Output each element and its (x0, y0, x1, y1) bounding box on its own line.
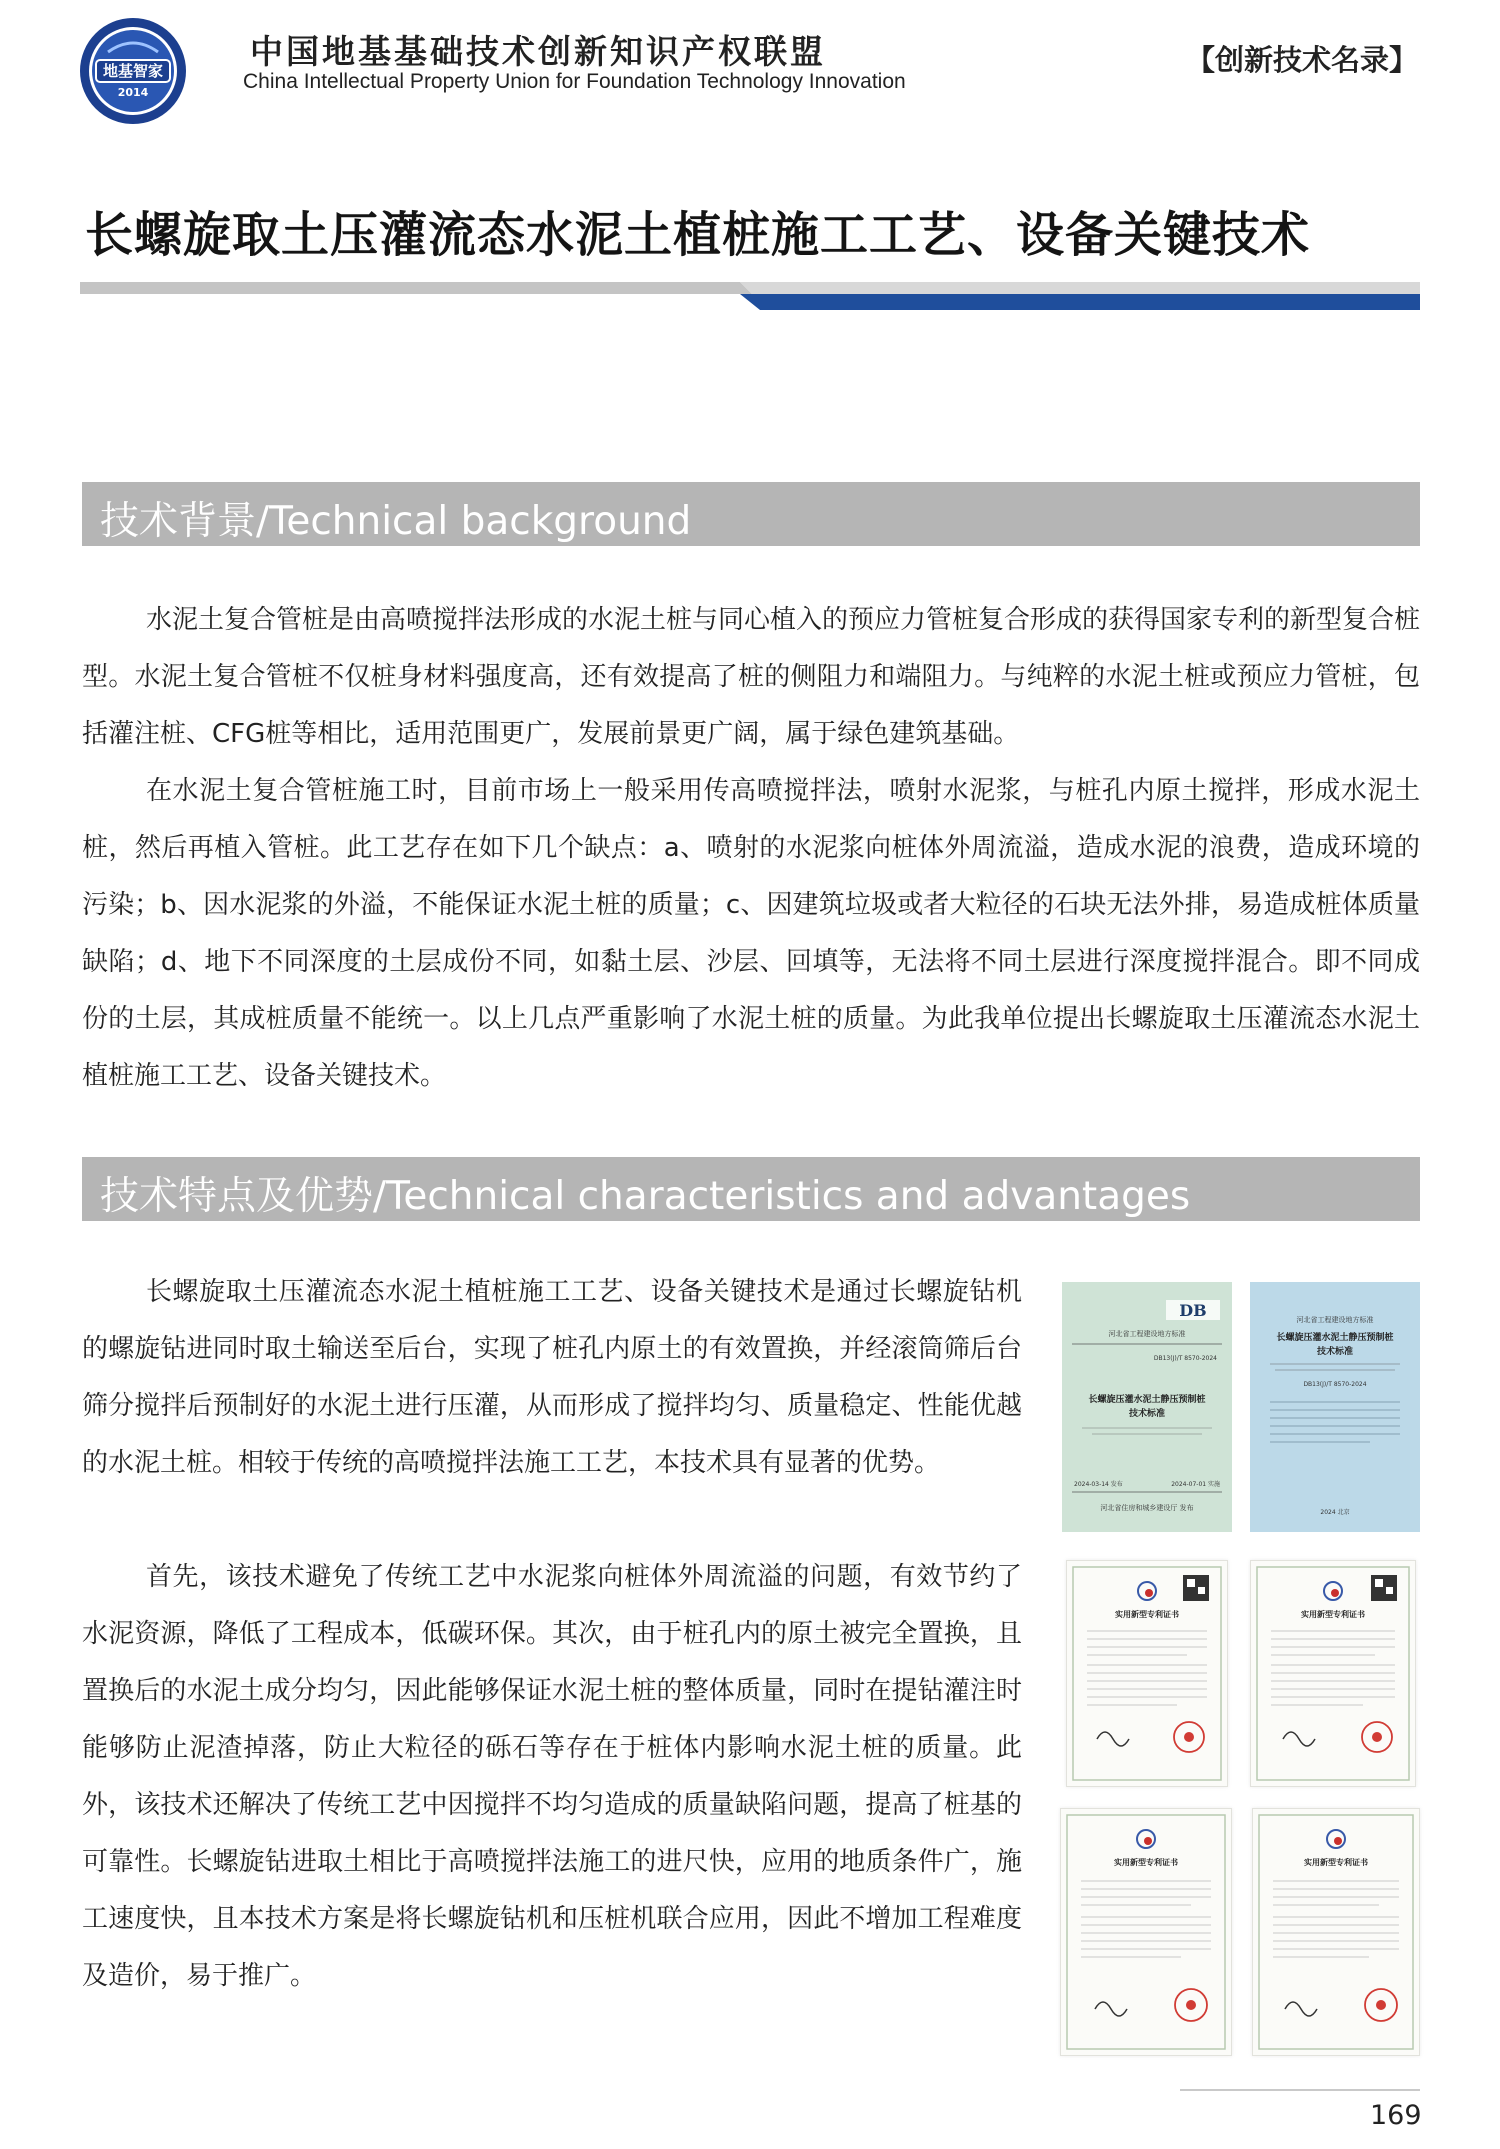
section-heading-background (82, 482, 1420, 546)
certificate-title: 实用新型专利证书 (1301, 1610, 1365, 1619)
standard-code: DB13(J)/T 8570-2024 (1303, 1381, 1367, 1388)
standard-issuer: 河北省工程建设地方标准 (1108, 1330, 1186, 1338)
features-paragraph: 长螺旋取土压灌流态水泥土植桩施工工艺、设备关键技术是通过长螺旋钻机的螺旋钻进同时取土输送至后台，实现了桩孔内原土的有效置换，并经滚筒筛后台筛分搅拌后预制好的水泥土进行压灌，从而形成了搅拌均匀、质量稳定、性能优越的水泥土桩。相较于传统的高喷搅拌法施工工艺，本技术具有显著的优势。 (82, 1277, 1022, 1478)
catalog-label: 【创新技术名录】 (1186, 43, 1419, 77)
patent-certificate-2 (1250, 1560, 1416, 1787)
standard-issuer: 河北省工程建设地方标准 (1296, 1316, 1374, 1324)
section-heading-features (82, 1157, 1420, 1221)
footer-divider (1180, 2089, 1420, 2091)
db-mark: DB (1179, 1301, 1207, 1320)
standard-document-cover-2 (1250, 1282, 1420, 1532)
section-heading-text: 技术特点及优势/Technical characteristics and advantages (100, 1174, 1191, 1219)
standard-effect-date: 2024-07-01 实施 (1171, 1481, 1220, 1488)
page-title: 长螺旋取土压灌流态水泥土植桩施工工艺、设备关键技术 (85, 207, 1311, 263)
standard-title-line1: 长螺旋压灌水泥土静压预制桩 (1088, 1395, 1206, 1405)
standard-title-line1: 长螺旋压灌水泥土静压预制桩 (1276, 1333, 1394, 1343)
certificate-title: 实用新型专利证书 (1115, 1610, 1179, 1619)
patent-certificate-4 (1252, 1808, 1420, 2056)
section-heading-text: 技术背景/Technical background (100, 499, 692, 544)
patent-certificate-1 (1066, 1560, 1228, 1787)
features-paragraph: 首先，该技术避免了传统工艺中水泥浆向桩体外周流溢的问题，有效节约了水泥资源，降低了工程成本，低碳环保。其次，由于桩孔内的原土被完全置换，且置换后的水泥土成分均匀，因此能够保证水泥土桩的整体质量，同时在提钻灌注时能够防止泥渣掉落，防止大粒径的砾石等存在于桩体内影响水泥土桩的质量。此外，该技术还解决了传统工艺中因搅拌不均匀造成的质量缺陷问题，提高了桩基的可靠性。长螺旋钻进取土相比于高喷搅拌法施工的进尺快，应用的地质条件广，施工速度快，且本技术方案是将长螺旋钻机和压桩机联合应用，因此不增加工程难度及造价，易于推广。 (82, 1562, 1022, 1991)
alliance-logo (78, 16, 188, 126)
background-paragraph: 在水泥土复合管桩施工时，目前市场上一般采用传高喷搅拌法，喷射水泥浆，与桩孔内原土搅拌，形成水泥土桩，然后再植入管桩。此工艺存在如下几个缺点：a、喷射的水泥浆向桩体外周流溢，造成水泥的浪费，造成环境的污染；b、因水泥浆的外溢，不能保证水泥土桩的质量；c、因建筑垃圾或者大粒径的石块无法外排，易造成桩体质量缺陷；d、地下不同深度的土层成份不同，如黏土层、沙层、回填等，无法将不同土层进行深度搅拌混合。即不同成份的土层，其成桩质量不能统一。以上几点严重影响了水泥土桩的质量。为此我单位提出长螺旋取土压灌流态水泥土植桩施工工艺、设备关键技术。 (82, 776, 1420, 1091)
standard-year: 2024 北京 (1320, 1509, 1350, 1516)
certificate-title: 实用新型专利证书 (1304, 1858, 1368, 1867)
logo-badge: 地基智家 (102, 62, 164, 80)
standard-issue-date: 2024-03-14 发布 (1074, 1481, 1123, 1488)
title-underline-decoration (80, 278, 1420, 318)
logo-year: 2014 (117, 86, 149, 99)
org-name-cn: 中国地基基础技术创新知识产权联盟 (250, 32, 826, 71)
standard-code: DB13(J)/T 8570-2024 (1153, 1355, 1217, 1362)
standard-issuer-bottom: 河北省住房和城乡建设厅 发布 (1100, 1504, 1194, 1512)
standard-document-cover-1 (1062, 1282, 1232, 1532)
background-paragraph: 水泥土复合管桩是由高喷搅拌法形成的水泥土桩与同心植入的预应力管桩复合形成的获得国家专利的新型复合桩型。水泥土复合管桩不仅桩身材料强度高，还有效提高了桩的侧阻力和端阻力。与纯粹的水泥土桩或预应力管桩，包括灌注桩、CFG桩等相比，适用范围更广，发展前景更广阔，属于绿色建筑基础。 (82, 605, 1421, 749)
page-number: 169 (1370, 2100, 1422, 2131)
patent-certificate-3 (1060, 1808, 1232, 2056)
standard-title-line2: 技术标准 (1128, 1409, 1166, 1419)
org-name-en: China Intellectual Property Union for Foundation Technology Innovation (243, 70, 906, 93)
certificate-title: 实用新型专利证书 (1114, 1858, 1178, 1867)
standard-title-line2: 技术标准 (1316, 1347, 1354, 1357)
